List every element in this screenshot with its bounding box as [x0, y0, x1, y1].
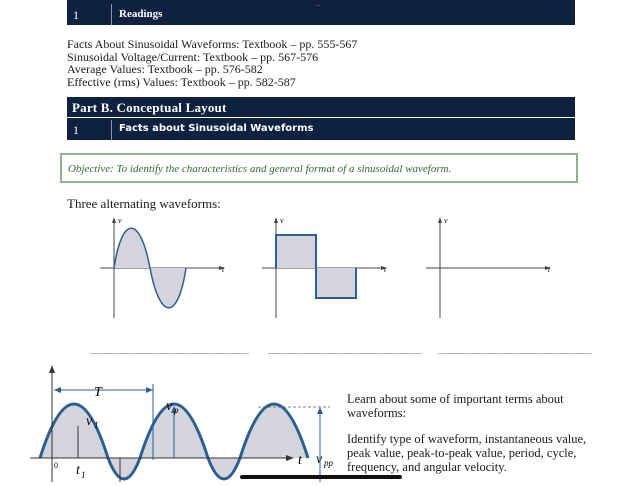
sine-t-axis-label: t — [222, 265, 225, 274]
sinusoid-terms-diagram — [0, 360, 345, 482]
reading-item: Sinusoidal Voltage/Current: Textbook – pp. 567-576 — [67, 49, 319, 64]
reading-item: Average Values: Textbook – pp. 576-582 — [67, 62, 263, 76]
sine-v-axis-label: v — [118, 216, 122, 225]
readings-list — [67, 38, 357, 88]
sine-waveform-figure — [100, 212, 230, 322]
learn-detail: Identify type of waveform, instantaneous value, peak value, peak-to-peak value, period, cycle, frequency, and angular velocity. — [347, 432, 587, 474]
objective-box — [60, 153, 578, 183]
vpp-subscript: pp — [324, 458, 333, 468]
part-b-heading-bar — [67, 97, 575, 117]
reading-item: Facts About Sinusoidal Waveforms: Textbook – pp. 555-567 — [67, 37, 358, 51]
section-a-header-bar — [67, 0, 575, 25]
answer-blank-2[interactable]: ______________________________ — [268, 345, 422, 355]
vpp-label: v — [316, 452, 323, 467]
learn-text-block — [347, 392, 587, 486]
blank-waveform-figure — [426, 212, 556, 322]
reading-item: Effective (rms) Values: Textbook – pp. 582-587 — [67, 74, 296, 89]
t1-subscript: 1 — [81, 470, 86, 480]
square-v-axis-label: v — [280, 216, 284, 225]
blank-t-axis-label: t — [548, 265, 551, 274]
section-a-divider — [111, 4, 112, 25]
v1-label: v — [86, 414, 93, 429]
origin-label: 0 — [54, 461, 58, 470]
answer-blank-3[interactable]: ______________________________ — [438, 345, 592, 355]
part-b-subtitle: Facts about Sinusoidal Waveforms — [119, 123, 314, 134]
part-b-heading: Part B. Conceptual Layout — [72, 100, 227, 115]
scroll-indicator[interactable] — [240, 475, 402, 479]
square-t-axis-label: t — [384, 265, 387, 274]
vp-label: v — [166, 399, 173, 414]
three-waveforms-label: Three alternating waveforms: — [67, 196, 221, 211]
t-axis-label: t — [298, 453, 302, 468]
answer-blank-1[interactable]: _______________________________ — [90, 345, 249, 355]
v1-subscript: 1 — [94, 420, 99, 430]
section-a-title: Readings — [119, 8, 163, 20]
objective-text: Objective: To identify the characteristics and general format of a sinusoidal waveform. — [68, 163, 452, 175]
blank-v-axis-label: v — [444, 216, 448, 225]
t1-label: t — [76, 463, 80, 478]
part-b-number: 1 — [73, 123, 79, 137]
period-label: T — [94, 385, 102, 400]
part-b-divider — [111, 120, 112, 140]
corner-mark: ... — [315, 0, 321, 8]
part-b-subheading-bar — [67, 118, 575, 140]
vp-subscript: p — [174, 405, 179, 415]
learn-intro: Learn about some of important terms about waveforms: — [347, 392, 564, 420]
section-a-number: 1 — [73, 8, 79, 22]
square-waveform-figure — [262, 212, 392, 322]
